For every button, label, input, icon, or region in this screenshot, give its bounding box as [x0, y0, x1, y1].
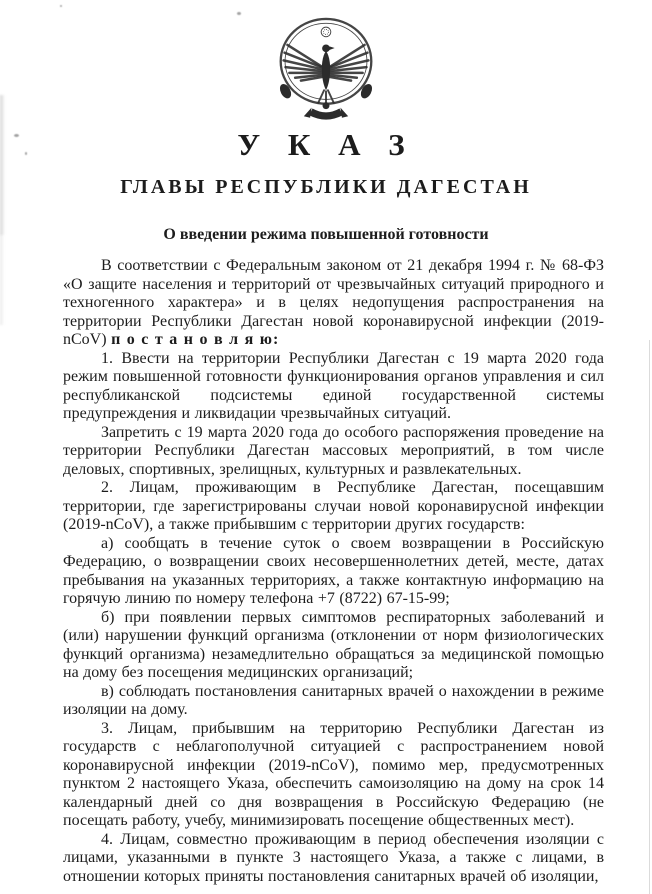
document-issuer: ГЛАВЫ РЕСПУБЛИКИ ДАГЕСТАН — [120, 176, 532, 198]
paragraph-point-4: 4. Лицам, совместно проживающим в период обеспечения изоляции с лицами, указанными в пункте 3 настоящего Указа, а также с лицами, в отношении которых приняты постановления санитарных врачей об изоляции, — [63, 830, 604, 885]
scan-artifact — [237, 12, 241, 15]
eagle-emblem-graphic — [273, 16, 379, 124]
paragraph-point-2b: б) при появлении первых симптомов респираторных заболеваний и (или) нарушении функций организма (отклонении от норм физиологических функций организма) незамедлительно обращаться за медицинской помощью на дому без посещения медицинских организаций; — [63, 608, 604, 681]
document-body — [63, 257, 604, 886]
paragraph-point-2v: в) соблюдать постановления санитарных врачей о нахождении в режиме изоляции на дому. — [63, 682, 604, 718]
paragraph-point-2: 2. Лицам, проживающим в Республике Дагестан, посещавшим территории, где зарегистрированы случаи новой коронавирусной инфекции (2019-nCoV), а также прибывшим с территории других государств: — [63, 479, 604, 533]
paragraph-preamble — [63, 257, 604, 350]
preamble-text: В соответствии с Федеральным законом от 21 декабря 1994 г. № 68-ФЗ «О защите населения и территорий от чрезвычайных ситуаций природного и техногенного характера» и в целях недопущения распространения на территории Республики Дагестан новой коронавирусной инфекции (2019-nCoV) — [63, 257, 604, 348]
scan-artifact — [649, 340, 650, 894]
document-title: У К А З — [237, 127, 415, 162]
paragraph-point-2a: а) сообщать в течение суток о своем возвращении в Российскую Федерацию, о возвращении своих несовершеннолетних детей, месте, датах пребывания на указанных территориях, а также контактную информацию на горячую линию по номеру телефона +7 (8722) 67-15-99; — [63, 534, 604, 607]
scan-artifact — [0, 95, 5, 235]
paragraph-point-1-ban: Запретить с 19 марта 2020 года до особого распоряжения проведение на территории Республики Дагестан массовых мероприятий, в том числе деловых, спортивных, зрелищных, культурных и развлекательных. — [63, 423, 604, 478]
scan-artifact — [60, 5, 62, 7]
document-subject: О введении режима повышенной готовности — [163, 226, 489, 243]
paragraph-point-3: 3. Лицам, прибывшим на территорию Республики Дагестан из государств с неблагополучной ситуацией с распространением новой коронавирусной инфекции (2019-nCoV), помимо мер, предусмотренных пунктом 2 настоящего Указа, обеспечить самоизоляцию на дому на срок 14 календарный дней со дня возвращения в Российскую Федерацию (не посещать работу, учебу, минимизировать посещение общественных мест). — [63, 719, 604, 829]
paragraph-point-1: 1. Ввести на территории Республики Дагестан с 19 марта 2020 года режим повышенной готовности функционирования органов управления и сил республиканской подсистемы единой государственной системы предупреждения и ликвидации чрезвычайных ситуаций. — [63, 349, 604, 422]
decree-word: п о с т а н о в л я ю: — [111, 331, 280, 348]
dagestan-coat-of-arms-icon — [273, 16, 379, 124]
scan-artifact — [0, 235, 4, 325]
